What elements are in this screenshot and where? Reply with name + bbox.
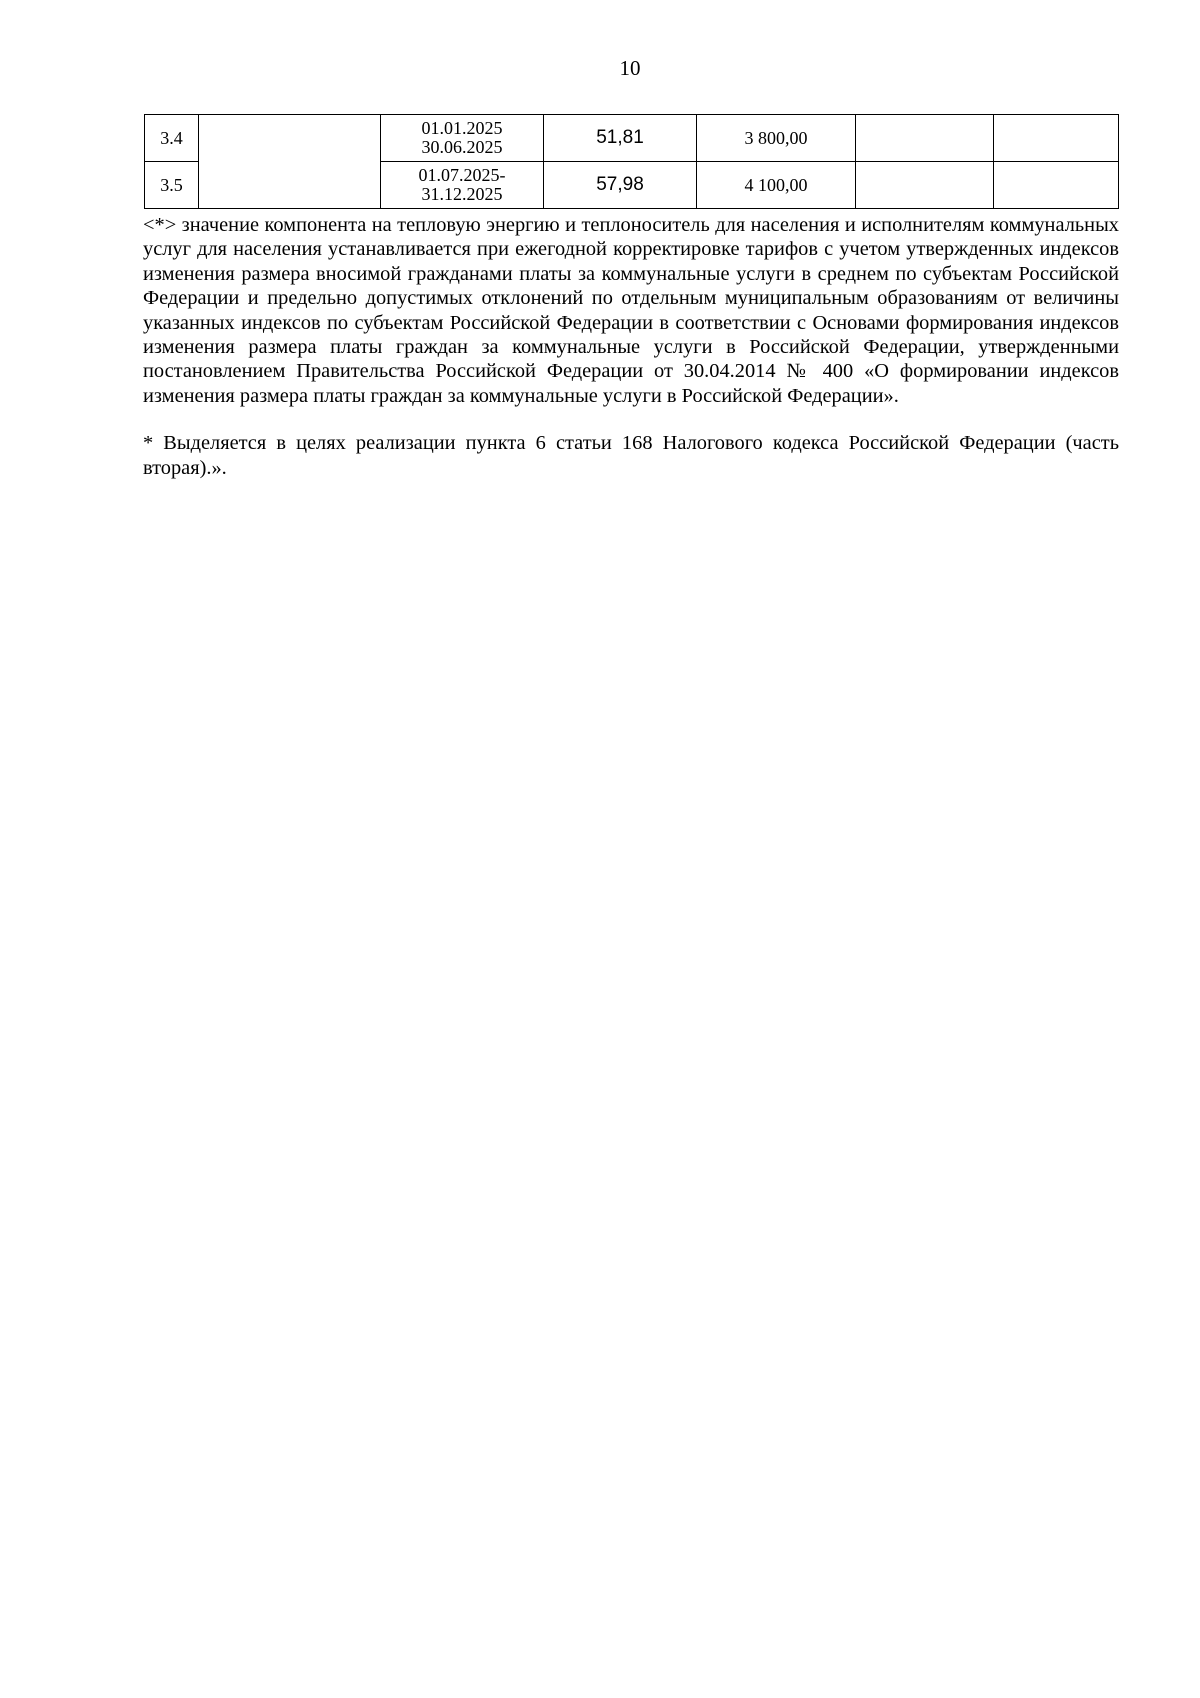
empty-cell bbox=[856, 162, 994, 209]
consumer-group-cell bbox=[199, 115, 381, 209]
table-row bbox=[145, 115, 1119, 162]
footnotes bbox=[143, 213, 1119, 480]
tariff-value: 4 100,00 bbox=[697, 162, 856, 209]
row-number: 3.5 bbox=[145, 162, 199, 209]
tariff-table bbox=[144, 114, 1119, 209]
period-end: 30.06.2025 bbox=[421, 137, 503, 157]
empty-cell bbox=[856, 115, 994, 162]
vat-footnote: * Выделяется в целях реализации пункта 6 статьи 168 Налогового кодекса Российской Федерации (часть вторая).». bbox=[143, 432, 1119, 479]
empty-cell bbox=[994, 162, 1119, 209]
period-start: 01.01.2025 bbox=[421, 118, 503, 138]
component-value: 57,98 bbox=[544, 162, 697, 209]
period-cell bbox=[381, 162, 544, 209]
empty-cell bbox=[994, 115, 1119, 162]
page-number: 10 bbox=[619, 56, 641, 80]
row-number: 3.4 bbox=[145, 115, 199, 162]
component-value: 51,81 bbox=[544, 115, 697, 162]
tariff-value: 3 800,00 bbox=[697, 115, 856, 162]
period-end: 31.12.2025 bbox=[421, 184, 503, 204]
asterisk-footnote: <*> значение компонента на тепловую энергию и теплоноситель для населения и исполнителям коммунальных услуг для населения устанавливается при ежегодной корректировке тарифов с учетом утвержденных индексов изменения размера вносимой гражданами платы за коммунальные услуги в среднем по субъектам Российской Федерации и предельно допустимых отклонений по отдельным муниципальным образованиям от величины указанных индексов по субъектам Российской Федерации в соответствии с Основами формирования индексов изменения размера платы граждан за коммунальные услуги в Российской Федерации, утвержденными постановлением Правительства Российской Федерации от 30.04.2014 № 400 «О формировании индексов изменения размера платы граждан за коммунальные услуги в Российской Федерации». bbox=[143, 214, 1119, 407]
period-cell bbox=[381, 115, 544, 162]
period-start: 01.07.2025- bbox=[418, 165, 506, 185]
